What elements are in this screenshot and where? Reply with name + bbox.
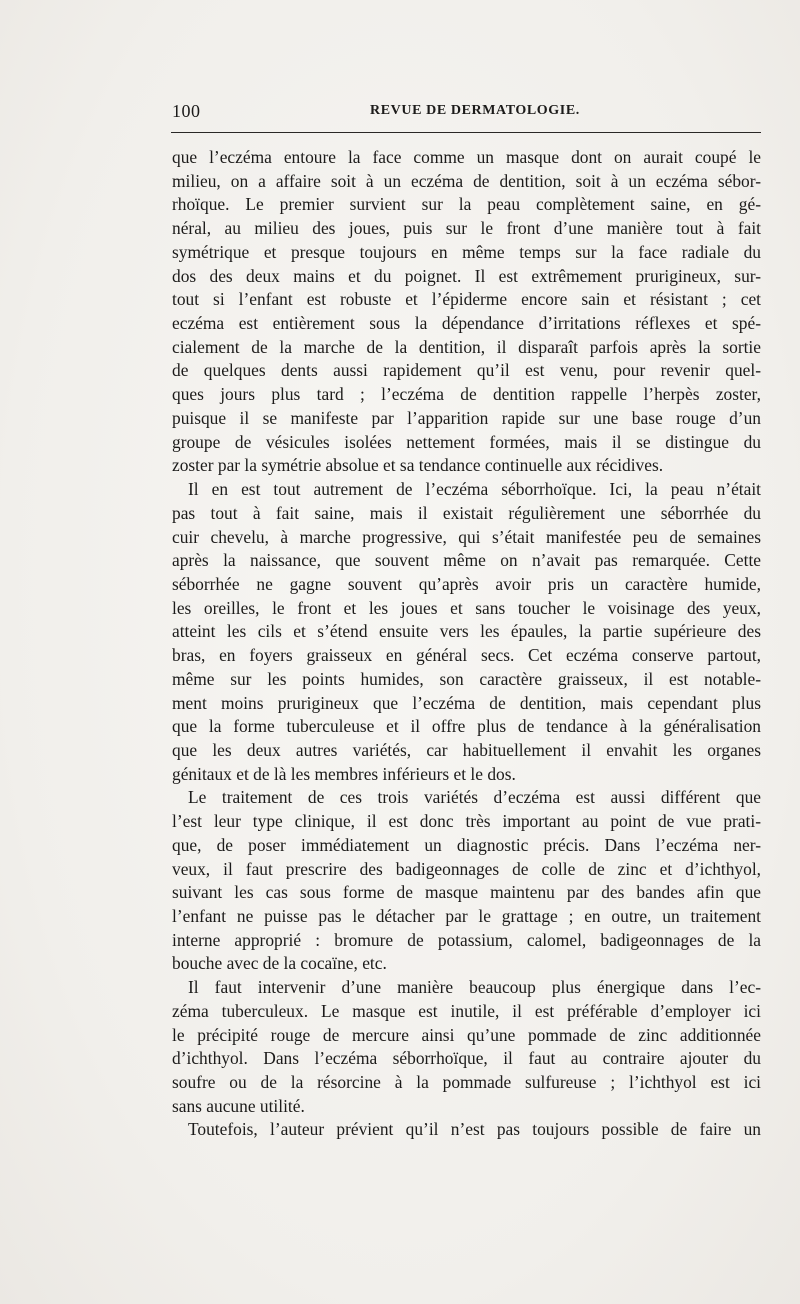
text-line: que, de poser immédiatement un diagnostic précis. Dans l’eczéma ner- [172, 834, 761, 855]
text-line: que la forme tuberculeuse et il offre plus de tendance à la généralisation [172, 716, 761, 737]
text-line: sans aucune utilité. [172, 1095, 305, 1116]
text-line: symétrique et presque toujours en même temps sur la face radiale du [172, 241, 761, 262]
text-line: Il faut intervenir d’une manière beaucoup plus énergique dans l’ec- [188, 977, 761, 998]
text-line: soufre ou de la résorcine à la pommade sulfureuse ; l’ichthyol est ici [172, 1072, 761, 1093]
text-line: génitaux et de là les membres inférieurs et le dos. [172, 763, 516, 784]
text-line: veux, il faut prescrire des badigeonnages de colle de zinc et d’ichthyol, [172, 858, 761, 879]
text-line: après la naissance, que souvent même on n’avait pas remarquée. Cette [172, 550, 761, 571]
text-line: cialement de la marche de la dentition, il disparaît parfois après la sortie [172, 336, 761, 357]
text-line: néral, au milieu des joues, puis sur le front d’une manière tout à fait [172, 218, 761, 239]
text-line: zéma tuberculeux. Le masque est inutile, il est préférable d’employer ici [172, 1000, 761, 1021]
text-line: Il en est tout autrement de l’eczéma séborrhoïque. Ici, la peau n’était [188, 479, 761, 500]
text-line: même sur les points humides, son caractère graisseux, il est notable- [172, 668, 761, 689]
text-line: Le traitement de ces trois variétés d’eczéma est aussi différent que [188, 787, 761, 808]
header-rule [171, 132, 761, 133]
text-line: cuir chevelu, à marche progressive, qui s’était manifestée peu de semaines [172, 526, 761, 547]
text-line: atteint les cils et s’étend ensuite vers les épaules, la partie supérieure des [172, 621, 761, 642]
text-line: bouche avec de la cocaïne, etc. [172, 953, 387, 974]
text-line: l’enfant ne puisse pas le détacher par le grattage ; en outre, un traitement [172, 906, 761, 926]
text-line: l’est leur type clinique, il est donc très important au point de vue prati- [172, 811, 761, 832]
text-line: bras, en foyers graisseux en général secs. Cet eczéma conserve partout, [172, 645, 761, 666]
text-line: de quelques dents aussi rapidement qu’il est venu, pour revenir quel- [172, 360, 761, 381]
text-line: rhoïque. Le premier survient sur la peau complètement saine, en gé- [172, 194, 761, 215]
text-line: Toutefois, l’auteur prévient qu’il n’est pas toujours possible de faire un [188, 1119, 761, 1140]
text-line: tout si l’enfant est robuste et l’épiderme encore sain et résistant ; cet [172, 289, 761, 310]
text-line: pas tout à fait saine, mais il existait régulièrement une séborrhée du [172, 502, 761, 523]
text-line: puisque il se manifeste par l’apparition rapide sur une base rouge d’un [172, 407, 761, 428]
text-line: milieu, on a affaire soit à un eczéma de dentition, soit à un eczéma sébor- [172, 170, 761, 191]
body-text [172, 146, 761, 1166]
page-header [172, 101, 760, 123]
text-line: que les deux autres variétés, car habituellement il envahit les organes [172, 739, 761, 760]
text-line: séborrhée ne gagne souvent qu’après avoir pris un caractère humide, [172, 573, 761, 594]
running-title: REVUE DE DERMATOLOGIE. [370, 103, 580, 118]
text-line: interne approprié : bromure de potassium, calomel, badigeonnages de la [172, 929, 761, 950]
text-line: suivant les cas sous forme de masque maintenu par des bandes afin que [172, 882, 761, 903]
text-line: les oreilles, le front et les joues et sans toucher le voisinage des yeux, [172, 597, 761, 618]
text-line: eczéma est entièrement sous la dépendance d’irritations réflexes et spé- [172, 313, 761, 334]
text-line: groupe de vésicules isolées nettement formées, mais il se distingue du [172, 431, 761, 452]
page-number: 100 [172, 101, 201, 121]
text-line: d’ichthyol. Dans l’eczéma séborrhoïque, il faut au contraire ajouter du [172, 1048, 761, 1069]
text-line: zoster par la symétrie absolue et sa tendance continuelle aux récidives. [172, 455, 664, 476]
text-line: que l’eczéma entoure la face comme un masque dont on aurait coupé le [172, 147, 761, 167]
text-line: dos des deux mains et du poignet. Il est extrêmement prurigineux, sur- [172, 265, 761, 286]
text-line: le précipité rouge de mercure ainsi qu’une pommade de zinc additionnée [172, 1024, 761, 1045]
text-line: ques jours plus tard ; l’eczéma de dentition rappelle l’herpès zoster, [172, 384, 761, 405]
text-line: ment moins prurigineux que l’eczéma de dentition, mais cependant plus [172, 692, 761, 713]
